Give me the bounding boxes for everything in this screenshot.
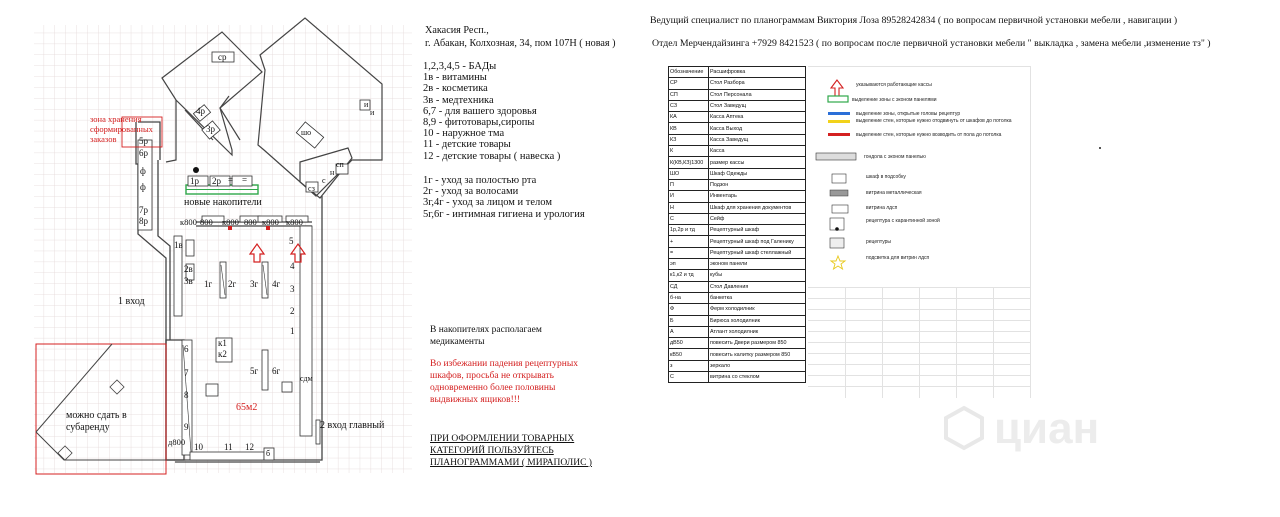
care-legend-item: 2г - уход за волосами [423,186,519,198]
table-row [669,157,806,168]
label-2g: 2г [228,279,237,289]
legend-desc: Стол Заведущ [709,100,806,111]
legend-code: Б [669,315,709,326]
watermark-logo-icon [940,404,988,452]
label-6r: 6р [139,148,148,158]
label-5g: 5г [250,366,259,376]
label-k800-2: 800 [200,217,213,227]
legend-code: СД [669,281,709,292]
label-k800-3: к800 [222,217,239,227]
legend-desc: Касса [709,146,806,157]
warning-note: Во избежании падения рецептурных шкафов, просьба не открывать одновременно более половины выдвижных ящиков!!! [430,359,578,405]
legend-desc: размер кассы [709,157,806,168]
table-row [669,100,806,111]
legend-desc: эконом панели [709,259,806,270]
label-eq1: = [228,175,234,185]
table-row [669,281,806,292]
column-dot [193,167,199,173]
label-k800-6: к800 [286,217,303,227]
legend-desc: Инвентарь [709,191,806,202]
category-legend-item: 6,7 - для вашего здоровья [423,105,537,117]
legend-code: КЗ [669,134,709,145]
ldsp-showcase-icon [832,205,848,213]
legend-code: СП [669,89,709,100]
symbol-legend-text: витрина лдсп [866,205,898,211]
label-n10: 10 [194,442,203,452]
label-3r: 3р [206,124,215,134]
legend-desc: Рецептурный шкаф [709,225,806,236]
legend-code: К(КВ,КЗ)1300 [669,157,709,168]
new-cabinets-label: новые накопители [184,197,262,208]
legend-code: А [669,326,709,337]
label-sho: шо [301,128,312,137]
legend-header-code: Обозначение [669,67,709,78]
legend-code: КВ [669,123,709,134]
legend-desc: Атлант холодилник [709,326,806,337]
legend-desc: Касса Заведущ [709,134,806,145]
table-row [669,146,806,157]
legend-code: кВ50 [669,349,709,360]
legend-code: Ф [669,304,709,315]
category-legend-item: 2в - косметика [423,83,488,95]
table-row [669,247,806,258]
label-2v: 2в [184,264,193,274]
legend-desc: Шкаф Одежды [709,168,806,179]
legend-code: ШО [669,168,709,179]
label-sdm: сдм [300,374,313,383]
category-legend-item: 10 - наружное тма [423,128,505,140]
label-n12: 12 [245,442,254,452]
legend-desc: зеркало [709,360,806,371]
label-n6: 6 [184,344,189,354]
legend-desc: Шкаф для хранения документов [709,202,806,213]
symbol-legend-text: рецептуры [866,239,892,245]
label-sr: ср [218,52,227,62]
prescription-icon [830,238,844,248]
legend-code: Н [669,202,709,213]
table-row [669,191,806,202]
label-n11: 11 [224,442,233,452]
planogram-note: ПРИ ОФОРМЛЕНИИ ТОВАРНЫХ КАТЕГОРИЙ ПОЛЬЗУЙТЕСЬ ПЛАНОГРАММАМИ ( МИРАПОЛИС ) [430,434,592,468]
label-i1: и [364,100,369,109]
label-n4: 4 [290,261,295,271]
table-row [669,326,806,337]
storage-zone-label: зона хранения сформированных заказов [90,114,153,144]
label-2r: 2р [212,176,221,186]
label-k800-1: к800 [180,217,197,227]
legend-desc: повесить Двери размером 850 [709,338,806,349]
table-row [669,360,806,371]
address-block [425,24,616,50]
legend-desc: Бирюса холодилник [709,315,806,326]
label-3v: 3в [184,276,193,286]
category-legend-item: 1,2,3,4,5 - БАДы [423,61,497,72]
category-legend-item: 8,9 - фитотовары,сиропы [423,117,535,129]
legend-desc: Ферм холодилник [709,304,806,315]
label-8r: 8р [139,216,148,226]
table-row [669,134,806,145]
symbol-legend-text: выделение зоны, открытые головы рецептур [856,111,961,117]
legend-header-desc: Расшифровка [709,67,806,78]
red-line-icon [828,133,850,136]
label-4r: 4р [196,106,205,116]
entrance-1-label: 1 вход [118,296,145,307]
legend-code: дВ50 [669,338,709,349]
label-b: б [266,449,271,458]
legend-desc: кубы [709,270,806,281]
label-7r: 7р [139,205,148,215]
category-legend-item: 3в - медтехника [423,94,494,106]
label-i2: и [370,108,375,117]
legend-code: И [669,191,709,202]
label-sp: сп [336,160,344,169]
table-row [669,338,806,349]
table-row [669,213,806,224]
yellow-line-icon [828,120,850,123]
legend-desc: Касса Выход [709,123,806,134]
legend-desc: Касса Аптека [709,112,806,123]
label-6g: 6г [272,366,281,376]
red-arrow-icon [831,80,843,96]
table-row [669,202,806,213]
table-row [669,179,806,190]
watermark-text: циан [994,404,1100,453]
table-row [669,78,806,89]
label-k800-5: к800 [262,217,279,227]
legend-desc: Стол Разбора [709,78,806,89]
symbol-legend-text: выделение стен, которые нужно возводить от пола до потолка [856,132,1002,138]
legend-code: К [669,146,709,157]
label-k2: к2 [218,349,227,359]
label-k800-4: 800 [244,217,257,227]
address-line-2: г. Абакан, Колхозная, 34, пом 107Н ( новая ) [425,38,616,49]
label-n7: 7 [184,368,189,378]
legend-desc: банкетка [709,292,806,303]
label-k1: к1 [218,338,227,348]
category-legend-item: 11 - детские товары [423,139,511,151]
quarantine-dot-icon [835,227,839,231]
legend-code: П [669,179,709,190]
entrance-2-label: 2 вход главный [320,420,385,431]
contact-line-1: Ведущий специалист по планограммам Виктория Лоза 89528242834 ( по вопросам первичной установки мебели , навигации ) [650,15,1178,26]
legend-code: С [669,372,709,383]
table-row [669,372,806,383]
green-zone-icon [828,96,848,102]
legend-table [668,66,806,383]
table-row [669,89,806,100]
category-legend-item: 1в - витамины [423,72,487,84]
legend-code: КА [669,112,709,123]
label-5r: 5р [139,136,148,146]
table-row [669,292,806,303]
legend-desc: Подзон [709,179,806,190]
legend-code: к1,к2 и тд [669,270,709,281]
table-row [669,349,806,360]
category-legend-item: 12 - детские товары ( навеска ) [423,150,561,162]
symbol-legend-text: шкаф в подсобку [866,174,906,180]
table-row [669,225,806,236]
category-legend [423,61,560,162]
legend-desc: Стол Персонала [709,89,806,100]
label-3g: 3г [250,279,259,289]
label-s: с [322,176,326,185]
label-4g: 4г [272,279,281,289]
legend-code: СР [669,78,709,89]
table-row [669,123,806,134]
legend-desc: Стол Давления [709,281,806,292]
legend-code: з [669,360,709,371]
legend-code: + [669,236,709,247]
legend-desc: повесить калитку размером 850 [709,349,806,360]
label-n8: 8 [184,390,189,400]
sublease-label: можно сдать в субаренду [66,410,127,433]
plan-grid [34,25,412,473]
legend-code: эп [669,259,709,270]
legend-desc: Рецептурный шкаф под Галенику [709,236,806,247]
care-legend-item: 5г,6г - интимная гигиена и урология [423,208,585,220]
legend-code: = [669,247,709,258]
table-row [669,259,806,270]
legend-table-header [669,67,806,78]
label-1v: 1в [174,240,183,250]
symbol-legend-text: гондола с эконом панелью [864,154,926,160]
care-legend-item: 3г,4г - уход за лицом и телом [423,197,552,209]
symbol-legend-text: указываются работающие кассы [856,82,932,88]
table-row [669,168,806,179]
label-d800: д800 [168,437,186,447]
symbol-legend-text: выделение зоны с эконом панелями [852,97,937,103]
storage-note: В накопителях располагаем медикаменты [430,325,542,347]
label-f1: ф [140,166,146,176]
label-n2: 2 [290,306,295,316]
table-row [669,304,806,315]
stray-dot [1099,147,1101,149]
legend-desc: Сейф [709,213,806,224]
symbol-legend-text: подсветка для витрин лдсп [866,255,930,261]
label-1g: 1г [204,279,213,289]
star-icon [831,256,845,269]
label-n3: 3 [290,284,295,294]
floor-plan [0,0,420,480]
metal-showcase-icon [830,190,848,196]
label-n1: 1 [290,326,295,336]
care-legend [423,175,585,220]
label-n5: 5 [289,236,294,246]
label-sz: сз [308,184,315,193]
legend-desc: Рецептурный шкаф стеллажный [709,247,806,258]
label-f2: ф [140,182,146,192]
legend-code: С [669,213,709,224]
table-row [669,112,806,123]
label-n9: 9 [184,422,189,432]
label-n: н [330,168,335,177]
legend-code: 1р,2р и тд [669,225,709,236]
area-label: 65м2 [236,402,258,413]
contact-line-2: Отдел Мерчендайзинга +7929 8421523 ( по вопросам после первичной установки мебели " выкладка , замена мебели ,изменение тз" ) [652,38,1211,49]
label-1r: 1р [190,176,199,186]
table-row [669,315,806,326]
legend-desc: витрина со стеклом [709,372,806,383]
cabinet-icon [832,174,846,183]
label-eq2: = [242,175,248,185]
address-line-1: Хакасия Респ., [425,25,489,36]
care-legend-item: 1г - уход за полостью рта [423,175,537,186]
blue-line-icon [828,112,850,115]
symbol-legend-text: рецептура с карантинной зоной [866,218,940,224]
symbol-legend-text: выделение стен, которые нужно отодвинуть от шкафов до потолка [856,118,1012,124]
table-row [669,236,806,247]
gondola-icon [816,153,856,160]
legend-code: СЗ [669,100,709,111]
table-row [669,270,806,281]
symbol-legend-text: витрина металлическая [866,190,922,196]
legend-code: б-на [669,292,709,303]
